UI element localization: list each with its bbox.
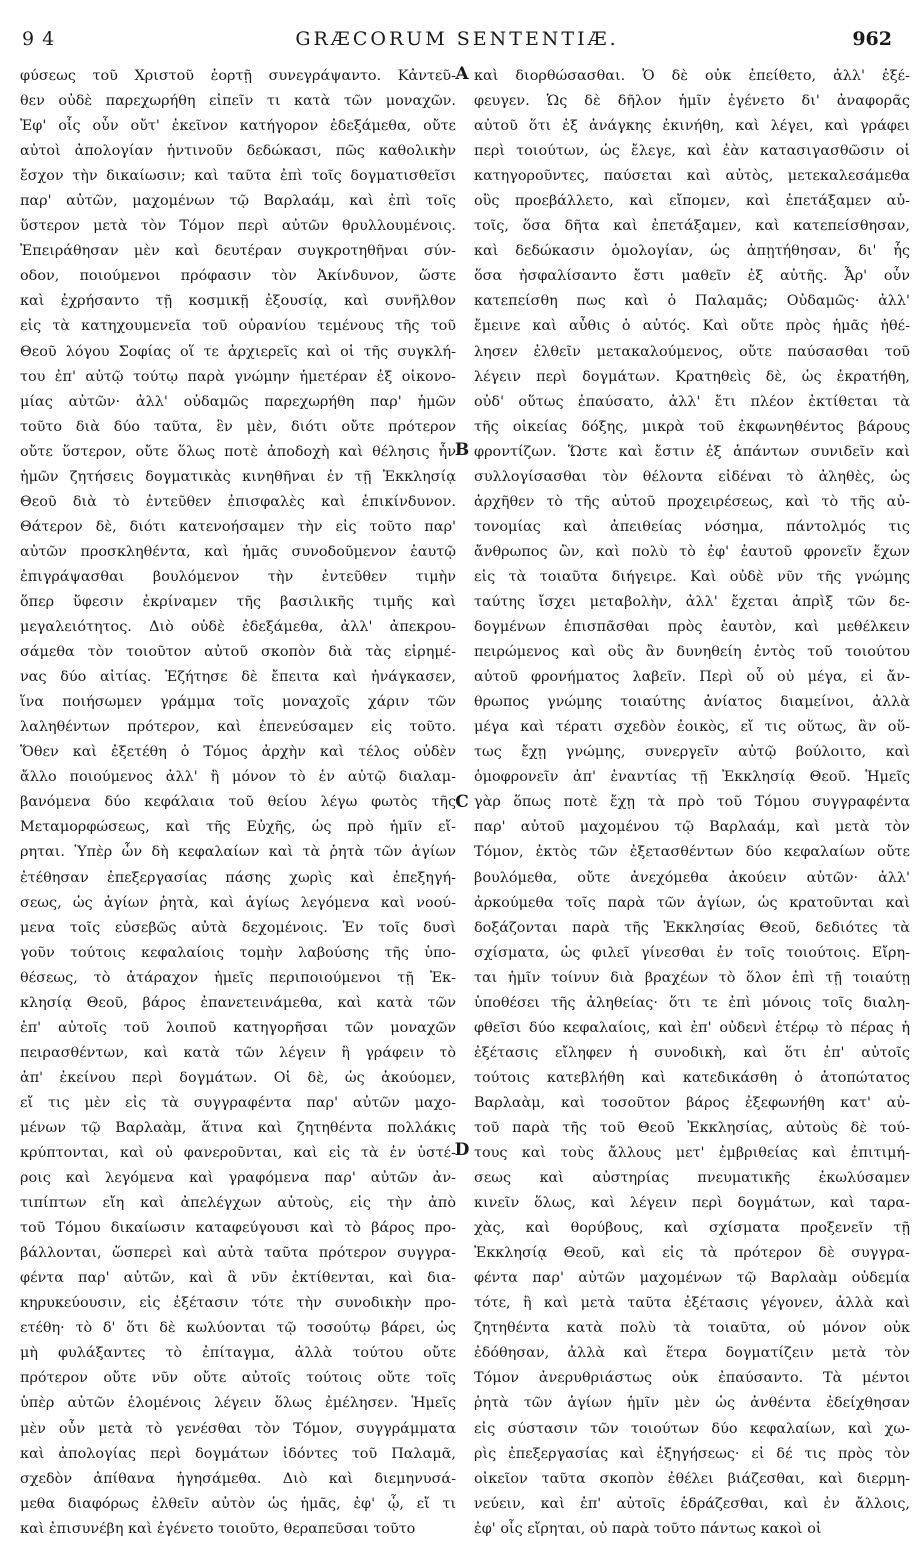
text-line: τῆς οἰκείας δόξης, μικρὰ τοῦ ἐκφωνηθέντος βάρους	[474, 418, 910, 435]
section-marker-c: C	[455, 792, 469, 812]
text-line: ταύτης ἴσχει μεταβολὴν, ἀλλ' ἔχεται ἀπρὶξ τῶν δε-	[474, 593, 910, 610]
text-line: ζητηθέντα κατὰ πολὺ τὰ τοιαῦτα, οὐ μόνον οὐκ	[474, 1320, 910, 1337]
text-line: ἐξέτασις εἴληφεν ἡ συνοδικὴ, καὶ ὅτι ἐπ' αὐτοῖς	[474, 1044, 910, 1061]
text-line: νας δύο αἰτίας. Ἐζήτησε δὲ ἔπειτα καὶ ἠνάγκασεν,	[20, 669, 456, 686]
text-line: Τόμον, ἐκτὸς τῶν ἐξετασθέντων δύο κεφαλαίων οὔτε	[474, 844, 910, 861]
text-line: σχίσματα, ὡς φιλεῖ γίνεσθαι ἐν τοῖς τοιούτοις. Εἴρη-	[474, 944, 910, 961]
text-line: τοῦτο διὰ δύο ταῦτα, ἓν μὲν, διότι οὔτε πρότερον	[20, 418, 456, 435]
text-line: καὶ ἐχρήσαντο τῇ κοσμικῇ ἐξουσίᾳ, καὶ συνῆλθον	[20, 293, 456, 310]
text-line: ὑποθέσει τῆς ἀληθείας· ὅτι τε ἐπὶ μόνοις τοῖς διαλη-	[474, 994, 910, 1011]
text-line: λέγειν περὶ δογμάτων. Κρατηθεὶς δὲ, ὡς ἐκρατήθη,	[474, 368, 910, 385]
text-line: ἐπιγράψασθαι βουλόμενον τὴν ἐντεῦθεν τιμὴν	[20, 568, 456, 585]
text-line: βανόμενα δύο κεφάλαια τοῦ θείου λέγω φωτὸς τῆς	[20, 794, 456, 811]
page-number-left: 9 4	[22, 28, 56, 50]
text-line: ροις καὶ λεγόμενα καὶ γραφόμενα παρ' αὐτῶν ἀν-	[20, 1170, 456, 1187]
text-line: ὅπερ ὕφεσιν ἐκρίναμεν τῆς βασιλικῆς τιμῆς καὶ	[20, 593, 456, 610]
text-line: κηρυκεύουσιν, εἰς ἐξέτασιν τότε τὴν συνοδικὴν προ-	[20, 1295, 456, 1312]
text-line: μενα τοῖς εὐσεβῶς αὐτὰ δεχομένοις. Ἐν τοῖς δυσὶ	[20, 919, 456, 936]
text-line: θέσεως, τὸ ἀτάραχον ἡμεῖς περιποιούμενοι τῇ Ἐκ-	[20, 969, 456, 986]
running-title: GRÆCORUM SENTENTIÆ.	[295, 28, 619, 50]
text-line: ετέθη· τὸ δ' ὅτι δὲ κωλύονται τῷ τοσούτῳ βάρει, ὡς	[20, 1320, 456, 1337]
text-line: ἄλλο ποιούμενος ἀλλ' ἢ μόνον τὸ ἐν αὐτῷ διαλαμ-	[20, 769, 456, 786]
text-line: οὐδ' οὕτως ἐπαύσατο, ἀλλ' ἔτι πλέον ἐκτίθεται τὰ	[474, 393, 910, 410]
text-line: του ἐπ' αὐτῷ τούτῳ παρὰ γνώμην ἡμετέραν ἐξ οἰκονο-	[20, 368, 456, 385]
text-line: Θάτερον δὲ, διότι κατενοήσαμεν τὴν εἰς τοῦτο παρ'	[20, 518, 456, 535]
text-line: μέγα καὶ τέρατι σχεδὸν ἐοικὸς, εἴ τις οὕτως, ἂν οὕ-	[474, 719, 910, 736]
text-line: τονομίας καὶ ἀπειθείας νόσημα, πάντολμός τις	[474, 518, 910, 535]
text-line: φέντα παρ' αὐτῶν μαχομένων τῷ Βαρλαὰμ οὐδεμία	[474, 1270, 910, 1287]
text-line: πειρώμενος καὶ οὓς ἂν δυνηθείη ἐντὸς τοῦ τοιούτου	[474, 644, 910, 661]
section-marker-a: A	[455, 64, 469, 84]
text-line: παρ' αὐτῶν, μαχομένων τῷ Βαρλαάμ, καὶ ἐπὶ τοῖς	[20, 193, 456, 210]
text-line: ἐτέθησαν ἐπεξεργασίας πάσης χωρὶς καὶ ἐπεξηγή-	[20, 869, 456, 886]
text-line: περὶ τοιούτων, ὡς ἔλεγε, καὶ ἐὰν κατασιγασθῶσιν οἱ	[474, 143, 910, 160]
text-line: Μεταμορφώσεως, καὶ τῆς Εὐχῆς, ὡς πρὸ ἡμῖν εἴ-	[20, 819, 456, 836]
text-line: οἰκεῖον ταῦτα σκοπὸν ἐθέλει βιάζεσθαι, καὶ διερμη-	[474, 1470, 910, 1487]
text-line: μένων τῷ Βαρλαὰμ, ἅτινα καὶ ζητηθέντα πολλάκις	[20, 1119, 456, 1136]
left-text-column	[20, 64, 456, 1537]
right-text-column	[474, 64, 910, 1537]
text-line: ρηται. Ὑπὲρ ὧν δὴ κεφαλαίων καὶ τὰ ῥητὰ τῶν ἁγίων	[20, 844, 456, 861]
text-line: πρότερον οὔτε νῦν οὔτε αὐτοῖς τούτοις οὔτε τοῖς	[20, 1370, 456, 1387]
text-line: Βαρλαὰμ, καὶ τοσοῦτον βάρος ἐξεφωνήθη κατ' αὐ-	[474, 1094, 910, 1111]
text-line: αὐτῶν προσκληθέντα, καὶ ἡμᾶς συνοδοῦμενον ἑαυτῷ	[20, 543, 456, 560]
text-line: μεγαλειότητος. Διὸ οὐδὲ ἐδεξάμεθα, ἀλλ' ἀπεκρου-	[20, 619, 456, 636]
text-line: ἐπ' αὐτοῖς τοῦ λοιποῦ κατηγορῆσαι τῶν μοναχῶν	[20, 1019, 456, 1036]
text-line: καὶ ἀπολογίας περὶ δογμάτων ἰδόντες τοῦ Παλαμᾶ,	[20, 1445, 456, 1462]
text-line: σάμεθα τὸν τοιοῦτον αὐτοῦ σκοπὸν διὰ τὰς εἰρημέ-	[20, 644, 456, 661]
text-line: ἐδόθησαν, ἀλλὰ καὶ ἕτερα δογματίζειν μετὰ τὸν	[474, 1345, 910, 1362]
text-line: ὁμοφρονεῖν ἀπ' ἐναντίας τῇ Ἐκκλησίᾳ Θεοῦ. Ἡμεῖς	[474, 769, 910, 786]
page-number-right: 962	[852, 28, 892, 50]
text-line: Θεοῦ διὰ τὸ ἐντεῦθεν ἐπισφαλὲς καὶ ἐπικίνδυνον.	[20, 493, 456, 510]
text-line: φροντίζων. Ὥστε καὶ ἔστιν ἐξ ἁπάντων συνιδεῖν καὶ	[474, 443, 910, 460]
text-line: τοῦ παρὰ τῆς τοῦ Θεοῦ Ἐκκλησίας, αὐτοὺς δὲ τού-	[474, 1119, 910, 1136]
text-line: παρ' αὐτοῦ μαχομένου τῷ Βαρλαάμ, καὶ μετὰ τὸν	[474, 819, 910, 836]
text-line: καὶ διορθώσασθαι. Ὁ δὲ οὐκ ἐπείθετο, ἀλλ' ἐξέ-	[474, 68, 910, 84]
text-line: ρὶς ἐπεξεργασίας καὶ ἐξηγήσεως· εἰ δέ τις πρὸς τὸν	[474, 1445, 910, 1462]
text-line: τως ἔχῃ γνώμης, συνεργεῖν αὐτῷ βούλοιτο, καὶ	[474, 744, 910, 761]
text-line: γὰρ ὅπως ποτὲ ἔχῃ τὰ πρὸ τοῦ Τόμου συγγραφέντα	[474, 794, 910, 811]
text-line: βουλόμεθα, οὔτε ἀνεχόμεθα ἀκούειν αὐτῶν· ἀλλ'	[474, 869, 910, 886]
text-line: νεύειν, καὶ ἐπ' αὐτοῖς ἑδράζεσθαι, καὶ ἐν ἄλλοις,	[474, 1495, 910, 1512]
text-line: δοξάζονται παρὰ τῆς Ἐκκλησίας Θεοῦ, δεδιότες τὰ	[474, 919, 910, 936]
text-line: τούτοις κατεβλήθη καὶ κατεδικάσθη ὁ ἀτοπώτατος	[474, 1069, 910, 1086]
text-line: σχεδὸν ἀπίθανα ἡγησάμεθα. Διὸ καὶ διεμηνυσά-	[20, 1470, 456, 1487]
text-line: ἵνα ποιήσωμεν γράμμα τοῖς μοναχοῖς χάριν τῶν	[20, 694, 456, 711]
text-line: ἀρκούμεθα τοῖς παρὰ τῶν ἁγίων, ὡς κρατοῦνται καὶ	[474, 894, 910, 911]
text-line: καὶ ἐπισυνέβη καὶ ἐγένετο τοιοῦτο, θεραπεῦσαι τοῦτο	[20, 1520, 416, 1537]
text-line: φευγεν. Ὡς δὲ δῆλον ἡμῖν ἐγένετο δι' ἀναφορᾶς	[474, 93, 910, 110]
text-line: καὶ δεδώκασιν ὁμολογίαν, ὡς ἀπῃτήθησαν, δι' ἧς	[474, 243, 910, 260]
text-line: οὔτε ὕστερον, οὔτε ὅλως ποτὲ ἀποδοχὴ καὶ θέλησις ἦν	[20, 443, 456, 460]
text-line: Ὅθεν καὶ ἐξετέθη ὁ Τόμος ἀρχὴν καὶ τέλος οὐδὲν	[20, 744, 456, 761]
text-line: εἴ τις μὲν εἰς τὰ συγγραφέντα παρ' αὐτῶν μαχο-	[20, 1094, 456, 1111]
text-line: κρύπτονται, καὶ οὐ φανεροῦνται, καὶ εἰς τὰ ἐν ὑστέ-	[20, 1145, 456, 1162]
text-line: μὴ φυλάξαντες τὸ ἐπίταγμα, ἀλλὰ τούτου οὔτε	[20, 1345, 456, 1362]
text-line: τοῦ Τόμου δικαίωσιν καταφεύγουσι καὶ τὸ βάρος προ-	[20, 1220, 456, 1237]
text-line: κατηγοροῦντες, παύσεται καὶ αὐτὸς, μετεκαλεσάμεθα	[474, 168, 910, 185]
text-line: φθεῖσι δύο κεφαλαίοις, καὶ ἐπ' οὐδενὶ ἑτέρῳ τὸ πέρας ἡ	[474, 1019, 910, 1036]
text-line: Ἐπειράθησαν μὲν καὶ δευτέραν συγκροτηθῆναι σύν-	[20, 243, 456, 260]
text-line: τιπίπτων εἴη καὶ ἀπελέγχων αὐτοὺς, εἰς τὴν ἀπὸ	[20, 1195, 456, 1212]
text-line: μεθα διαφόρως ἐλθεῖν αὐτὸν ὡς ἡμᾶς, ἐφ' ᾧ, εἴ τι	[20, 1495, 456, 1512]
text-line: βάλλονται, ὥσπερεὶ καὶ αὐτὰ ταῦτα πρότερον συγγρα-	[20, 1245, 456, 1262]
text-line: εἰς τὰ τοιαῦτα διήγειρε. Καὶ οὐδὲ νῦν τῆς γνώμης	[474, 568, 910, 585]
text-line: αὐτοῦ φρονήματος λαβεῖν. Περὶ οὗ οὐ μέγα, εἰ ἄν-	[474, 669, 910, 686]
section-marker-b: B	[454, 440, 470, 460]
text-line: Θεοῦ λόγου Σοφίας οἵ τε ἀρχιερεῖς καὶ οἱ τῆς συγκλή-	[20, 343, 456, 360]
text-line: εἰς τὰ κατηχουμενεῖα τοῦ οὐρανίου τεμένους τῆς τοῦ	[20, 318, 456, 335]
text-line: ἔσχον τὴν δικαίωσιν; καὶ ταῦτα ἐπὶ τοῖς δογματισθεῖσι	[20, 168, 456, 185]
section-marker-d: D	[454, 1140, 470, 1160]
text-line: ῥητὰ τῶν ἁγίων ἡμῖν μὲν ὡς ἀνθέντα ἐδείχθησαν	[474, 1395, 910, 1412]
text-line: χὰς, καὶ θορύβους, καὶ σχίσματα προξενεῖν τῇ	[474, 1220, 910, 1237]
text-line: σεως καὶ αὐστηρίας πνευματικῆς ἐκωλύσαμεν	[474, 1170, 910, 1187]
text-line: αὐτοὶ ἀπολογίαν ἡντινοῦν δεδώκασι, πῶς καθολικὴν	[20, 143, 456, 160]
text-line: ὑπὲρ αὐτῶν ἑλομένοις λέγειν ὅλως ἐμέλησεν. Ἡμεῖς	[20, 1395, 456, 1412]
text-line: κινεῖν ὅλως, καὶ λέγειν περὶ δογμάτων, καὶ ταρα-	[474, 1195, 910, 1212]
text-line: τους καὶ τοὺς ἄλλους μετ' ἐμβριθείας καὶ ἐπιτιμή-	[474, 1145, 910, 1162]
text-line: μίας αὐτῶν· ἀλλ' οὐδαμῶς παρεχωρήθη παρ' ἡμῶν	[20, 393, 456, 410]
text-line: τοῖς, ὅσα δῆτα καὶ ἐπετάξαμεν, καὶ κατεπείσθησαν,	[474, 218, 910, 235]
text-line: κλησίᾳ Θεοῦ, βάρος ἐπανετεινάμεθα, καὶ κατὰ τῶν	[20, 994, 456, 1011]
text-line: Ἐφ' οἷς οὖν οὔτ' ἐκεῖνον κατήγορον ἐδεξάμεθα, οὔτε	[20, 118, 456, 135]
text-line: ἀρχῆθεν τὸ τῆς αὐτοῦ προχειρέσεως, καὶ τὸ τῆς αὐ-	[474, 493, 910, 510]
text-line: σεως, ὡς ἁγίων ῥητὰ, καὶ ἁγίως λεγόμενα καὶ νοού-	[20, 894, 456, 911]
text-line: τότε, ἢ καὶ μετὰ ταῦτα ἐξέτασις γέγονεν, ἀλλὰ καὶ	[474, 1295, 910, 1312]
text-line: ὕστερον μετὰ τὸν Τόμον περὶ αὐτῶν θρυλλουμένοις.	[20, 218, 456, 235]
text-line: λαληθέντων πρότερον, καὶ ἐπενεύσαμεν εἰς τοῦτο.	[20, 719, 456, 736]
text-line: ἄνθρωπος ὢν, καὶ πολὺ τὸ ἐφ' ἑαυτοῦ φρονεῖν ἔχων	[474, 543, 910, 560]
text-line: οδον, ποιούμενοι πρόφασιν τὸν Ἀκίνδυνον, ὥστε	[20, 268, 456, 285]
text-line: εἰς σύστασιν τῶν τοιούτων δύο κεφαλαίων, καὶ χω-	[474, 1420, 910, 1437]
text-line: Ἐκκλησίᾳ Θεοῦ, καὶ εἰς τὰ πρότερον δὲ συγγρα-	[474, 1245, 910, 1262]
text-line: φύσεως τοῦ Χριστοῦ ἐορτῇ συνεγράψαντο. Κἀντεῦ-	[20, 68, 456, 84]
text-line: κατεπείσθη πως καὶ ὁ Παλαμᾶς; Οὐδαμῶς· ἀλλ'	[474, 293, 910, 310]
text-line: ἡμῶν ζητήσεις δογματικὰς κινηθῆναι ἐν τῇ Ἐκκλησίᾳ	[20, 468, 456, 485]
text-line: Τόμον ἀνερυθριάστως οὐκ ἐπαύσαντο. Τὰ μέντοι	[474, 1370, 910, 1387]
text-line: οὓς προεβάλλετο, καὶ εἴπομεν, καὶ ἐπετάξαμεν αὐ-	[474, 193, 910, 210]
running-header	[22, 28, 892, 56]
text-line: θεν οὐδὲ παρεχωρήθη εἰπεῖν τι κατὰ τῶν μοναχῶν.	[20, 93, 456, 110]
text-line: λησεν ἐλθεῖν μετακαλούμενος, οὔτε παύσασθαι τοῦ	[474, 343, 910, 360]
text-line: γοῦν τούτοις κεφαλαίοις τομὴν λαβούσης τῆς ὑπο-	[20, 944, 456, 961]
text-line: ὅσα ἠσφαλίσαντο ἔστι μαθεῖν ἐξ αὐτῆς. Ἆρ' οὖν	[474, 268, 910, 285]
text-line: μὲν οὖν μετὰ τὸ γενέσθαι τὸν Τόμον, συγγράμματα	[20, 1420, 456, 1437]
text-line: ἔμεινε καὶ αὖθις ὁ αὐτός. Καὶ οὔτε πρὸς ἡμᾶς ἠθέ-	[474, 318, 910, 335]
text-line: φέντα παρ' αὐτῶν, καὶ ἃ νῦν ἐκτίθενται, καὶ δια-	[20, 1270, 456, 1287]
text-line: πειρασθέντων, καὶ κατὰ τῶν λέγειν ἢ γράφειν τὸ	[20, 1044, 456, 1061]
text-line: ται ἡμῖν τοίνυν διὰ βραχέων τὸ ὅλον ἐπὶ τῇ τοιαύτῃ	[474, 969, 910, 986]
text-line: αὐτοῦ ὅτι ἐξ ἀνάγκης ἐκινήθη, καὶ λέγει, καὶ γράφει	[474, 118, 910, 135]
text-line: συλλογίσασθαι τὸν θέλοντα εἰδέναι τὸ ἀληθὲς, ὡς	[474, 468, 910, 485]
text-line: ἐφ' οἷς εἴρηται, οὐ παρὰ τοῦτο πάντως κακοὶ οἱ	[474, 1520, 822, 1537]
text-line: δογμένων ἐπισπᾶσθαι πρὸς ἑαυτὸν, καὶ μεθέλκειν	[474, 619, 910, 636]
text-line: θρωπος γνώμης τοιαύτης ἀνίατος διαμείνοι, ἀλλὰ	[474, 694, 910, 711]
text-line: ἀπ' ἐκείνου περὶ δογμάτων. Οἱ δὲ, ὡς ἀκούομεν,	[20, 1069, 456, 1086]
